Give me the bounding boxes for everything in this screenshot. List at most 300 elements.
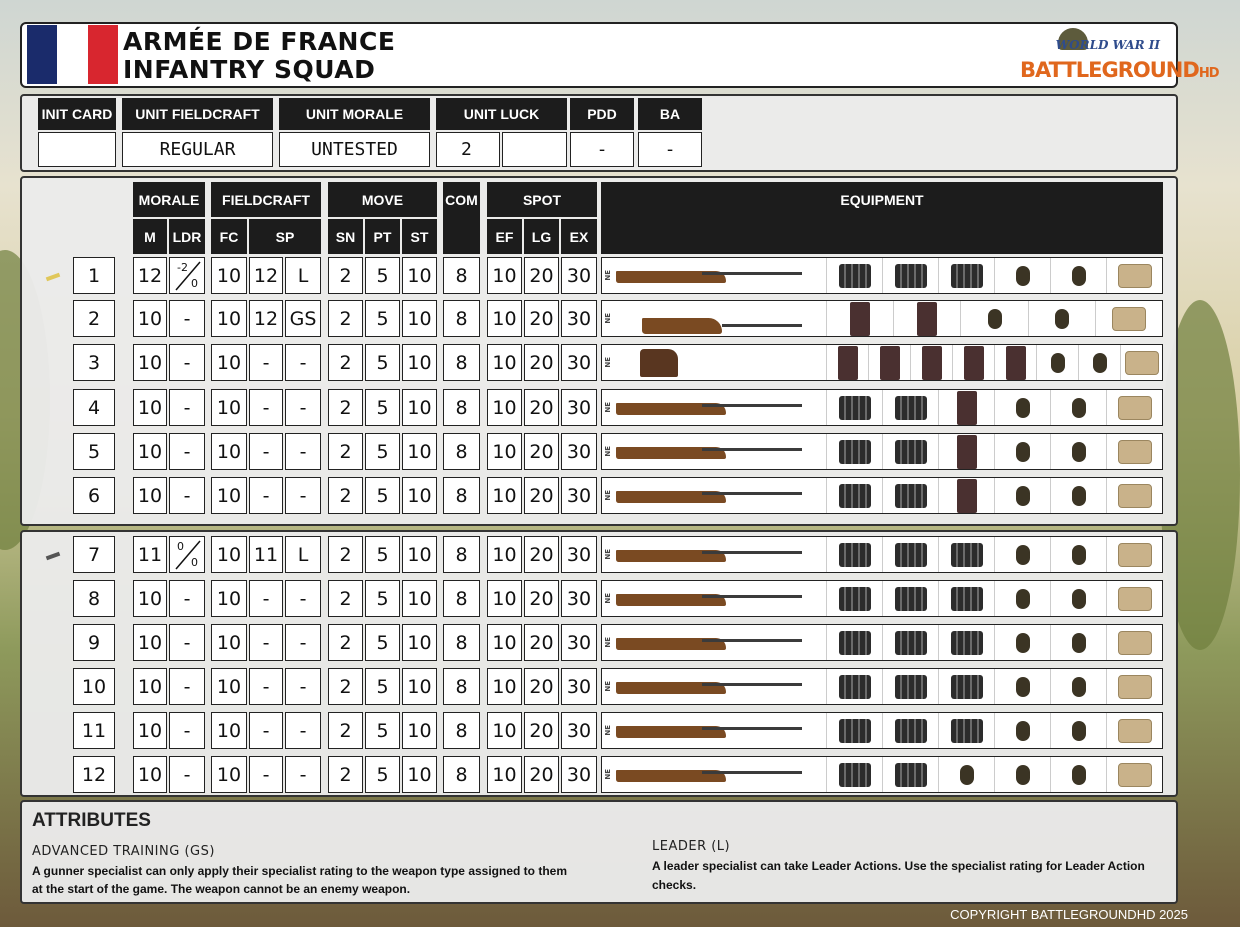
row-sp-cell: 12 <box>249 257 283 294</box>
unit-fieldcraft-header: UNIT FIELDCRAFT <box>122 98 273 130</box>
row-m-cell: 10 <box>133 756 167 793</box>
row-com-cell: 8 <box>443 756 480 793</box>
rifle-icon <box>612 634 807 652</box>
row-st-cell: 10 <box>402 712 437 749</box>
battleground-logo <box>1018 26 1219 84</box>
rifle-grenade-icon <box>612 766 807 784</box>
copyright: COPYRIGHT BATTLEGROUNDHD 2025 <box>950 907 1188 922</box>
row-n-cell: 11 <box>73 712 115 749</box>
weapon-slot <box>602 301 827 336</box>
equipment-slot <box>1051 757 1107 792</box>
weapon-slot <box>602 713 827 748</box>
equipment-slot <box>1051 625 1107 660</box>
grenade-icon <box>1016 677 1030 697</box>
magazine-icon <box>850 302 870 336</box>
row-m-cell: 11 <box>133 536 167 573</box>
row-ldr-cell: - <box>169 668 205 705</box>
move-header: MOVE <box>328 182 437 217</box>
grenade-icon <box>1051 353 1065 373</box>
ne-label: NE <box>604 681 612 692</box>
row-sp-cell: - <box>249 668 283 705</box>
attributes-panel <box>20 800 1178 904</box>
leader-attribute-title: LEADER (L) <box>652 839 731 854</box>
grenade-icon <box>1055 309 1069 329</box>
row-sn-cell: 2 <box>328 344 363 381</box>
ldr-bottom-value: 0 <box>191 277 198 290</box>
pouch-icon <box>1112 307 1146 331</box>
row-st-cell: 10 <box>402 580 437 617</box>
row-lg-cell: 20 <box>524 477 559 514</box>
row-sp2-cell: GS <box>285 300 321 337</box>
row-sn-cell: 2 <box>328 433 363 470</box>
ammo-clip-icon <box>895 440 927 464</box>
magazine-icon <box>964 346 984 380</box>
magazine-icon <box>917 302 937 336</box>
row-ef-cell: 10 <box>487 756 522 793</box>
row-n-cell: 10 <box>73 668 115 705</box>
unit-morale-field[interactable]: UNTESTED <box>279 132 430 167</box>
grenade-icon <box>960 765 974 785</box>
ammo-clip-icon <box>895 396 927 420</box>
ammo-clip-icon <box>839 631 871 655</box>
row-com-cell: 8 <box>443 257 480 294</box>
row-st-cell: 10 <box>402 257 437 294</box>
ammo-clip-icon <box>951 587 983 611</box>
title-line-1: ARMÉE DE FRANCE <box>123 27 396 56</box>
pouch-icon <box>1118 631 1152 655</box>
equipment-slot <box>883 669 939 704</box>
ammo-clip-icon <box>839 763 871 787</box>
row-com-cell: 8 <box>443 536 480 573</box>
row-ldr-cell <box>169 536 205 573</box>
rifle-icon <box>612 722 807 740</box>
equipment-slot <box>827 581 883 616</box>
row-pt-cell: 5 <box>365 624 400 661</box>
row-n-cell: 5 <box>73 433 115 470</box>
row-sn-cell: 2 <box>328 536 363 573</box>
magazine-icon <box>957 391 977 425</box>
row-lg-cell: 20 <box>524 344 559 381</box>
row-sp2-cell: - <box>285 389 321 426</box>
gs-attribute-text-1: A gunner specialist can only apply their specialist rating to the weapon type assigned to them <box>32 864 568 878</box>
equipment-row <box>601 756 1163 793</box>
row-ef-cell: 10 <box>487 668 522 705</box>
grenade-icon <box>1016 442 1030 462</box>
equipment-slot <box>827 345 869 380</box>
equipment-slot <box>827 625 883 660</box>
row-m-cell: 10 <box>133 300 167 337</box>
row-sp2-cell: - <box>285 668 321 705</box>
weapon-slot <box>602 669 827 704</box>
row-com-cell: 8 <box>443 344 480 381</box>
ammo-clip-icon <box>839 719 871 743</box>
equipment-slot <box>1107 390 1162 425</box>
unit-luck-field[interactable]: 2 <box>436 132 500 167</box>
row-st-cell: 10 <box>402 668 437 705</box>
ammo-clip-icon <box>839 484 871 508</box>
equipment-slot <box>995 757 1051 792</box>
row-com-cell: 8 <box>443 477 480 514</box>
row-st-cell: 10 <box>402 344 437 381</box>
logo-main: BATTLEGROUND <box>1020 58 1199 82</box>
spot-header: SPOT <box>487 182 597 217</box>
grenade-icon <box>1016 266 1030 286</box>
row-ef-cell: 10 <box>487 624 522 661</box>
row-pt-cell: 5 <box>365 756 400 793</box>
row-sn-cell: 2 <box>328 477 363 514</box>
grenade-icon <box>1072 266 1086 286</box>
row-n-cell: 12 <box>73 756 115 793</box>
row-pt-cell: 5 <box>365 580 400 617</box>
equipment-slot <box>995 625 1051 660</box>
pouch-icon <box>1125 351 1159 375</box>
magazine-icon <box>957 479 977 513</box>
row-fc-cell: 10 <box>211 300 247 337</box>
row-sp-cell: 11 <box>249 536 283 573</box>
row-pt-cell: 5 <box>365 300 400 337</box>
equipment-slot <box>883 537 939 572</box>
equipment-slot <box>883 478 939 513</box>
grenade-icon <box>1016 633 1030 653</box>
row-ex-cell: 30 <box>561 300 597 337</box>
rifle-icon <box>612 443 807 461</box>
ammo-clip-icon <box>839 675 871 699</box>
logo-subtitle: WORLD WAR II <box>1055 38 1160 52</box>
equipment-slot <box>1051 581 1107 616</box>
rifle-icon <box>612 546 807 564</box>
row-com-cell: 8 <box>443 580 480 617</box>
ldr-header: LDR <box>169 219 205 254</box>
unit-morale-header: UNIT MORALE <box>279 98 430 130</box>
row-ex-cell: 30 <box>561 580 597 617</box>
equipment-slot <box>1051 390 1107 425</box>
ne-label: NE <box>604 446 612 457</box>
row-st-cell: 10 <box>402 756 437 793</box>
weapon-slot <box>602 625 827 660</box>
row-n-cell: 2 <box>73 300 115 337</box>
equipment-row <box>601 257 1163 294</box>
equipment-slot <box>939 581 995 616</box>
row-fc-cell: 10 <box>211 580 247 617</box>
row-lg-cell: 20 <box>524 624 559 661</box>
logo-suffix: HD <box>1198 66 1219 81</box>
equipment-slot <box>911 345 953 380</box>
row-lg-cell: 20 <box>524 389 559 426</box>
ammo-clip-icon <box>895 484 927 508</box>
row-n-cell: 9 <box>73 624 115 661</box>
ammo-clip-icon <box>895 763 927 787</box>
ex-header: EX <box>561 219 597 254</box>
grenade-icon <box>1072 589 1086 609</box>
row-ex-cell: 30 <box>561 433 597 470</box>
equipment-slot <box>961 301 1028 336</box>
row-m-cell: 10 <box>133 712 167 749</box>
row-sp2-cell: - <box>285 580 321 617</box>
init-card-field[interactable] <box>38 132 116 167</box>
logo-wordmark <box>1020 58 1218 82</box>
equipment-slot <box>953 345 995 380</box>
equipment-slot <box>883 625 939 660</box>
equipment-slot <box>939 478 995 513</box>
ldr-bottom-value: 0 <box>191 556 198 569</box>
row-st-cell: 10 <box>402 389 437 426</box>
row-com-cell: 8 <box>443 624 480 661</box>
ne-label: NE <box>604 490 612 501</box>
row-ef-cell: 10 <box>487 389 522 426</box>
equipment-slot <box>1107 713 1162 748</box>
weapon-slot <box>602 478 827 513</box>
equipment-slot <box>827 669 883 704</box>
row-com-cell: 8 <box>443 668 480 705</box>
equipment-slot <box>939 625 995 660</box>
row-ex-cell: 30 <box>561 712 597 749</box>
equipment-slot <box>1051 713 1107 748</box>
equipment-slot <box>1107 581 1162 616</box>
row-ldr-cell: - <box>169 580 205 617</box>
equipment-slot <box>827 757 883 792</box>
row-ef-cell: 10 <box>487 712 522 749</box>
row-pt-cell: 5 <box>365 344 400 381</box>
ammo-clip-icon <box>951 543 983 567</box>
equipment-slot <box>1037 345 1079 380</box>
row-st-cell: 10 <box>402 624 437 661</box>
equipment-slot <box>883 581 939 616</box>
french-flag <box>27 25 118 84</box>
equipment-slot <box>995 434 1051 469</box>
pdd-field[interactable]: - <box>570 132 634 167</box>
row-fc-cell: 10 <box>211 756 247 793</box>
row-fc-cell: 10 <box>211 624 247 661</box>
pistol-icon <box>640 349 678 377</box>
equipment-slot <box>883 258 939 293</box>
gs-attribute-text-2: at the start of the game. The weapon cannot be an enemy weapon. <box>32 882 411 896</box>
row-lg-cell: 20 <box>524 712 559 749</box>
grenade-icon <box>988 309 1002 329</box>
equipment-slot <box>995 581 1051 616</box>
magazine-icon <box>838 346 858 380</box>
grenade-icon <box>1072 765 1086 785</box>
ammo-clip-icon <box>839 396 871 420</box>
ammo-clip-icon <box>895 719 927 743</box>
equipment-slot <box>939 390 995 425</box>
row-sp-cell: - <box>249 712 283 749</box>
equipment-slot <box>995 537 1051 572</box>
equipment-row <box>601 712 1163 749</box>
morale-header: MORALE <box>133 182 205 217</box>
row-sn-cell: 2 <box>328 712 363 749</box>
com-header: COM <box>443 182 480 254</box>
grenade-icon <box>1016 486 1030 506</box>
equipment-slot <box>883 434 939 469</box>
ef-header: EF <box>487 219 522 254</box>
row-ef-cell: 10 <box>487 580 522 617</box>
equipment-row <box>601 344 1163 381</box>
row-m-cell: 10 <box>133 433 167 470</box>
grenade-icon <box>1072 398 1086 418</box>
equipment-slot <box>995 713 1051 748</box>
row-fc-cell: 10 <box>211 477 247 514</box>
row-sn-cell: 2 <box>328 624 363 661</box>
equipment-slot <box>883 390 939 425</box>
equipment-row <box>601 580 1163 617</box>
row-ex-cell: 30 <box>561 257 597 294</box>
ammo-clip-icon <box>951 675 983 699</box>
row-ef-cell: 10 <box>487 536 522 573</box>
equipment-slot <box>1051 258 1107 293</box>
row-sn-cell: 2 <box>328 580 363 617</box>
lg-header: LG <box>524 219 559 254</box>
pouch-icon <box>1118 763 1152 787</box>
row-ef-cell: 10 <box>487 257 522 294</box>
ammo-clip-icon <box>895 587 927 611</box>
equipment-header: EQUIPMENT <box>601 182 1163 254</box>
row-n-cell: 3 <box>73 344 115 381</box>
rifle-icon <box>612 678 807 696</box>
grenade-icon <box>1093 353 1107 373</box>
pouch-icon <box>1118 484 1152 508</box>
weapon-slot <box>602 757 827 792</box>
equipment-slot <box>939 537 995 572</box>
equipment-slot <box>939 669 995 704</box>
weapon-slot <box>602 581 827 616</box>
equipment-slot <box>1079 345 1121 380</box>
equipment-slot <box>995 390 1051 425</box>
grenade-icon <box>1072 486 1086 506</box>
row-com-cell: 8 <box>443 300 480 337</box>
equipment-slot <box>827 390 883 425</box>
row-ef-cell: 10 <box>487 300 522 337</box>
row-m-cell: 10 <box>133 344 167 381</box>
row-pt-cell: 5 <box>365 389 400 426</box>
row-ldr-cell <box>169 257 205 294</box>
ammo-clip-icon <box>951 719 983 743</box>
equipment-row <box>601 389 1163 426</box>
row-fc-cell: 10 <box>211 389 247 426</box>
row-fc-cell: 10 <box>211 344 247 381</box>
equipment-row <box>601 433 1163 470</box>
equipment-slot <box>1107 434 1162 469</box>
equipment-slot <box>1029 301 1096 336</box>
ammo-clip-icon <box>951 631 983 655</box>
row-sp2-cell: L <box>285 257 321 294</box>
weapon-slot <box>602 258 827 293</box>
row-n-cell: 6 <box>73 477 115 514</box>
equipment-slot <box>869 345 911 380</box>
ba-field[interactable]: - <box>638 132 702 167</box>
equipment-slot <box>1107 669 1162 704</box>
row-lg-cell: 20 <box>524 580 559 617</box>
row-com-cell: 8 <box>443 712 480 749</box>
magazine-icon <box>922 346 942 380</box>
attributes-heading: ATTRIBUTES <box>32 810 151 831</box>
row-pt-cell: 5 <box>365 536 400 573</box>
row-ex-cell: 30 <box>561 344 597 381</box>
machine-gun-icon <box>612 310 807 328</box>
row-ex-cell: 30 <box>561 477 597 514</box>
equipment-row <box>601 624 1163 661</box>
row-ef-cell: 10 <box>487 344 522 381</box>
init-card-header: INIT CARD <box>38 98 116 130</box>
row-sp2-cell: - <box>285 712 321 749</box>
row-sp-cell: 12 <box>249 300 283 337</box>
ne-label: NE <box>604 593 612 604</box>
grenade-icon <box>1016 589 1030 609</box>
row-ldr-cell: - <box>169 300 205 337</box>
rifle-icon <box>612 267 807 285</box>
equipment-slot <box>1051 537 1107 572</box>
row-fc-cell: 10 <box>211 712 247 749</box>
weapon-slot <box>602 390 827 425</box>
pouch-icon <box>1118 587 1152 611</box>
row-ldr-cell: - <box>169 712 205 749</box>
grenade-icon <box>1016 765 1030 785</box>
ammo-clip-icon <box>951 264 983 288</box>
ammo-clip-icon <box>895 264 927 288</box>
ne-label: NE <box>604 769 612 780</box>
row-fc-cell: 10 <box>211 668 247 705</box>
row-m-cell: 12 <box>133 257 167 294</box>
row-sn-cell: 2 <box>328 668 363 705</box>
equipment-slot <box>1051 434 1107 469</box>
equipment-slot <box>1107 258 1162 293</box>
magazine-icon <box>880 346 900 380</box>
row-m-cell: 10 <box>133 477 167 514</box>
row-sp-cell: - <box>249 624 283 661</box>
equipment-slot <box>827 434 883 469</box>
row-sp-cell: - <box>249 477 283 514</box>
equipment-slot <box>939 258 995 293</box>
ammo-clip-icon <box>839 543 871 567</box>
row-sp2-cell: - <box>285 756 321 793</box>
ldr-top-value: -2 <box>177 261 188 274</box>
row-pt-cell: 5 <box>365 257 400 294</box>
fieldcraft-header: FIELDCRAFT <box>211 182 321 217</box>
pouch-icon <box>1118 396 1152 420</box>
equipment-slot <box>1107 757 1162 792</box>
equipment-slot <box>939 713 995 748</box>
sp-header: SP <box>249 219 321 254</box>
equipment-slot <box>1096 301 1162 336</box>
equipment-slot <box>995 258 1051 293</box>
equipment-slot <box>827 258 883 293</box>
row-ex-cell: 30 <box>561 624 597 661</box>
grenade-icon <box>1072 721 1086 741</box>
ne-label: NE <box>604 549 612 560</box>
unit-luck-extra-field[interactable] <box>502 132 567 167</box>
row-ldr-cell: - <box>169 477 205 514</box>
row-ex-cell: 30 <box>561 668 597 705</box>
equipment-slot <box>995 669 1051 704</box>
equipment-row <box>601 477 1163 514</box>
pouch-icon <box>1118 675 1152 699</box>
row-lg-cell: 20 <box>524 756 559 793</box>
rifle-icon <box>612 487 807 505</box>
row-sn-cell: 2 <box>328 756 363 793</box>
unit-fieldcraft-field[interactable]: REGULAR <box>122 132 273 167</box>
pouch-icon <box>1118 440 1152 464</box>
equipment-slot <box>827 478 883 513</box>
row-sp-cell: - <box>249 344 283 381</box>
row-ex-cell: 30 <box>561 389 597 426</box>
m-header: M <box>133 219 167 254</box>
row-sn-cell: 2 <box>328 257 363 294</box>
gs-attribute-title: ADVANCED TRAINING (GS) <box>32 844 215 859</box>
row-st-cell: 10 <box>402 477 437 514</box>
equipment-slot <box>939 434 995 469</box>
row-st-cell: 10 <box>402 433 437 470</box>
row-sp2-cell: - <box>285 624 321 661</box>
row-ldr-cell: - <box>169 389 205 426</box>
